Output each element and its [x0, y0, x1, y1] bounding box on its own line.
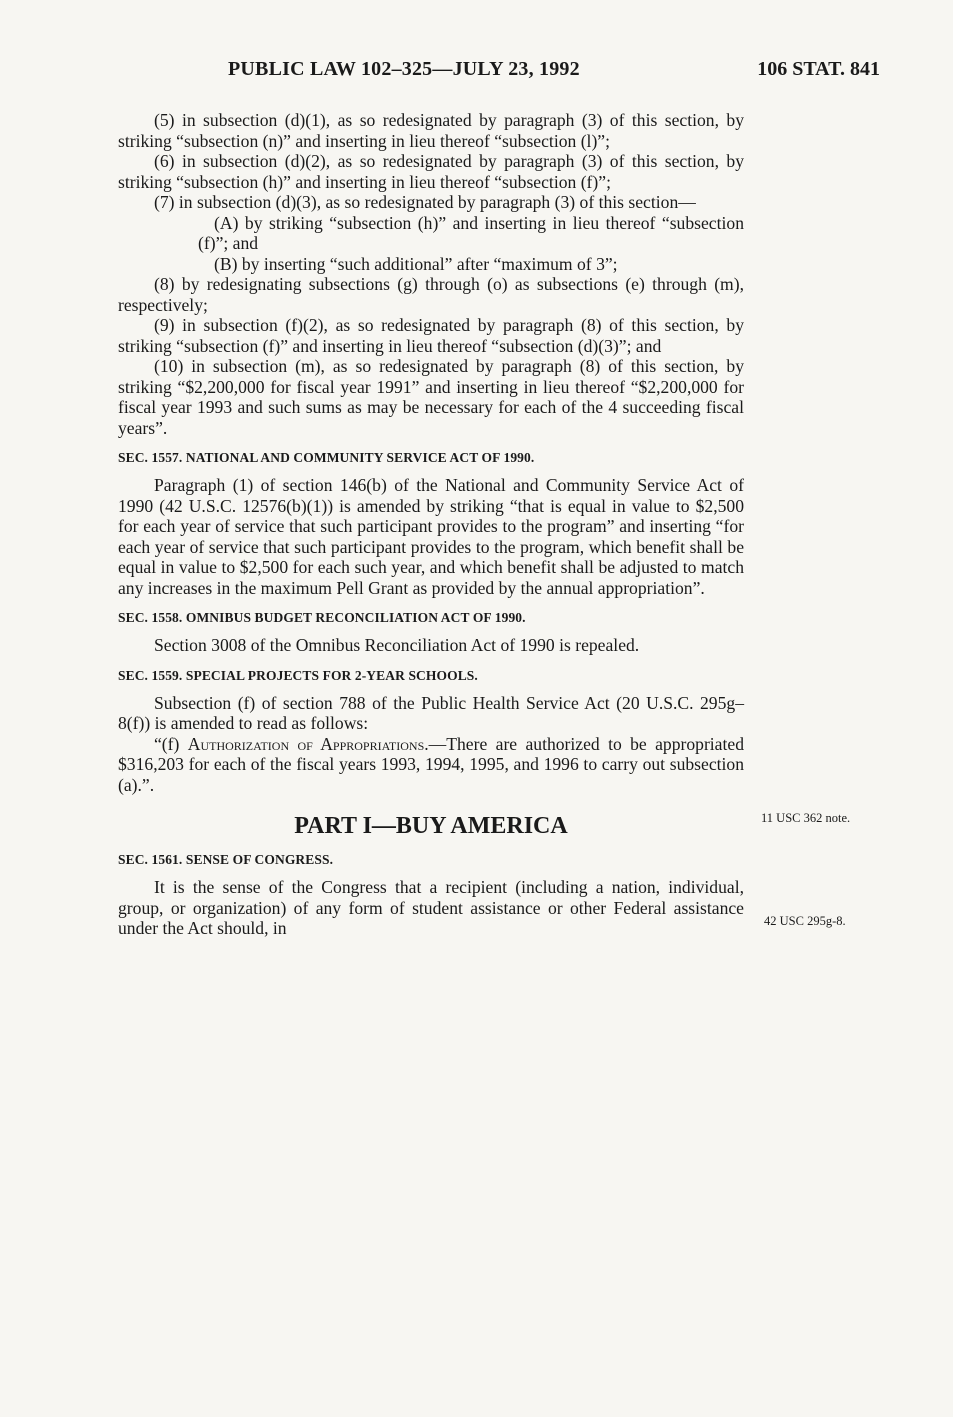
paragraph-6: (6) in subsection (d)(2), as so redesignated by paragraph (3) of this section, by striking “subsection (h)” and inserting in lieu thereof “subsection (f)”; — [118, 151, 744, 192]
quote-rest: .—There are authorized to be appropriated $316,203 for each of the fiscal years 1993, 1994, 1995, and 1996 to carry out subsection (a).”. — [118, 733, 744, 795]
section-1558-text: Section 3008 of the Omnibus Reconciliation Act of 1990 is repealed. — [154, 635, 640, 655]
section-1558-heading: SEC. 1558. OMNIBUS BUDGET RECONCILIATION ACT OF 1990. — [118, 610, 526, 625]
header-title: PUBLIC LAW 102–325—JULY 23, 1992 — [228, 58, 580, 80]
section-1557-text: Paragraph (1) of section 146(b) of the National and Community Service Act of 1990 (42 U.S.C. 12576(b)(1)) is amended by striking “that is equal in value to $2,500 for each year of service that such participant provides to the program” and inserting “for each year of service that such participant provides to the program, which benefit shall be equal in value to $2,500 for each such year, and which benefit shall be adjusted to match any increases in the maximum Pell Grant as provided by the annual appropriation”. — [118, 475, 744, 598]
paragraph-7: (7) in subsection (d)(3), as so redesignated by paragraph (3) of this section— — [154, 192, 696, 212]
paragraph-9: (9) in subsection (f)(2), as so redesignated by paragraph (8) of this section, by striking “subsection (f)” and inserting in lieu thereof “subsection (d)(3)”; and — [118, 315, 744, 356]
paragraph-5: (5) in subsection (d)(1), as so redesignated by paragraph (3) of this section, by striking “subsection (n)” and inserting in lieu thereof “subsection (l)”; — [118, 110, 744, 151]
section-1559-quoted-text — [118, 734, 744, 796]
paragraph-8: (8) by redesignating subsections (g) through (o) as subsections (e) through (m), respectively; — [118, 274, 744, 315]
page-header — [118, 58, 880, 88]
quote-lead: “(f) — [154, 733, 188, 754]
quote-small-caps-heading: Authorization of Appropriations — [187, 733, 425, 754]
part-title: PART I—BUY AMERICA — [294, 813, 568, 839]
section-1559-text: Subsection (f) of section 788 of the Public Health Service Act (20 U.S.C. 295g–8(f)) is amended to read as follows: — [118, 692, 744, 733]
header-stat-reference: 106 STAT. 841 — [757, 58, 880, 80]
margin-note-11-usc: 11 USC 362 note. — [761, 811, 851, 825]
paragraph-10: (10) in subsection (m), as so redesignated by paragraph (8) of this section, by striking “$2,200,000 for fiscal year 1991” and inserting in lieu thereof “$2,200,000 for fiscal year 1993 and such sums as may be necessary for each of the 4 succeeding fiscal years”. — [118, 356, 744, 438]
paragraph-7-a: (A) by striking “subsection (h)” and inserting in lieu thereof “subsection (f)”; and — [198, 212, 744, 253]
paragraph-7-b: (B) by inserting “such additional” after “maximum of 3”; — [214, 253, 618, 274]
section-1561-text: It is the sense of the Congress that a recipient (including a nation, individual, group, or organization) of any form of student assistance or other Federal assistance under the Act should, in — [118, 877, 744, 938]
section-1561-heading: SEC. 1561. SENSE OF CONGRESS. — [118, 852, 334, 867]
margin-note-42-usc: 42 USC 295g-8. — [764, 914, 846, 928]
section-1557-heading: SEC. 1557. NATIONAL AND COMMUNITY SERVICE ACT OF 1990. — [118, 450, 535, 465]
section-1559-heading: SEC. 1559. SPECIAL PROJECTS FOR 2-YEAR SCHOOLS. — [118, 667, 478, 683]
document-body — [118, 110, 744, 939]
